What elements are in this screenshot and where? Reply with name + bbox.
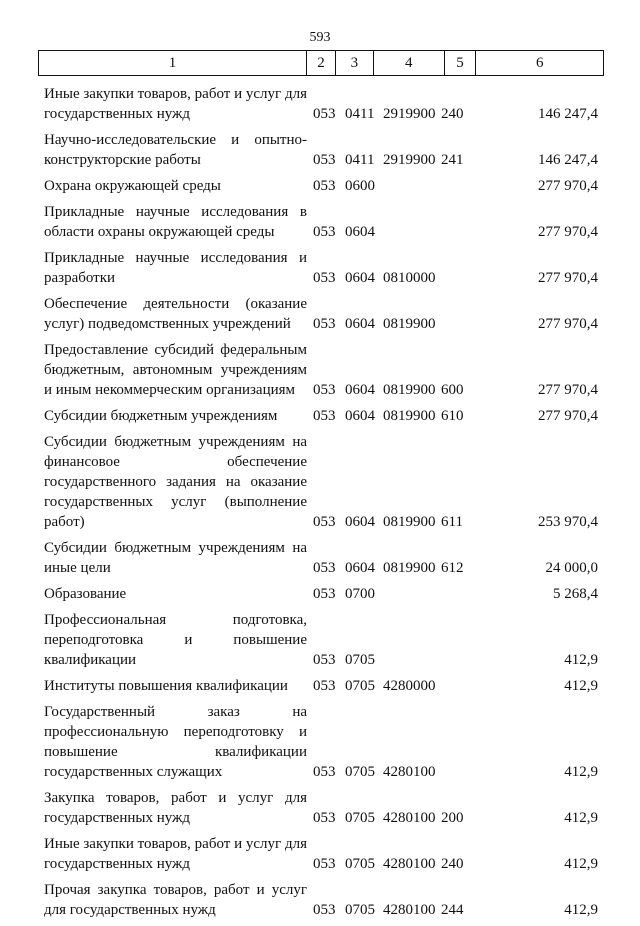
code-col-2: 053 — [313, 810, 336, 826]
budget-table-body — [44, 84, 598, 926]
row-description: Субсидии бюджетным учреждениям — [44, 408, 278, 424]
code-col-3: 0705 — [345, 902, 375, 918]
code-col-5: 611 — [441, 514, 463, 530]
amount-col-6: 277 970,4 — [538, 178, 598, 194]
code-col-3: 0705 — [345, 678, 375, 694]
table-row — [44, 834, 598, 874]
code-col-4: 0819900 — [383, 560, 436, 576]
code-col-3: 0604 — [345, 224, 375, 240]
amount-col-6: 24 000,0 — [545, 560, 598, 576]
code-col-2: 053 — [313, 678, 336, 694]
code-col-4: 4280000 — [383, 678, 436, 694]
code-col-3: 0700 — [345, 586, 375, 602]
table-row — [44, 676, 598, 696]
amount-col-6: 277 970,4 — [538, 408, 598, 424]
code-col-2: 053 — [313, 652, 336, 668]
header-col-3: 3 — [335, 51, 373, 75]
table-row — [44, 406, 598, 426]
code-col-3: 0411 — [345, 106, 375, 122]
table-row — [44, 610, 598, 670]
row-description: Государственный заказ на профессиональную переподготовку и повышение квалификации государственных служащих — [44, 704, 307, 780]
code-col-5: 600 — [441, 382, 464, 398]
table-row — [44, 340, 598, 400]
row-description: Прикладные научные исследования и разработки — [44, 250, 307, 286]
table-row — [44, 84, 598, 124]
page-number: 593 — [309, 30, 331, 45]
header-col-2: 2 — [306, 51, 335, 75]
code-col-5: 612 — [441, 560, 464, 576]
amount-col-6: 412,9 — [564, 652, 598, 668]
amount-col-6: 277 970,4 — [538, 382, 598, 398]
code-col-2: 053 — [313, 270, 336, 286]
code-col-2: 053 — [313, 408, 336, 424]
amount-col-6: 412,9 — [564, 810, 598, 826]
code-col-2: 053 — [313, 152, 336, 168]
table-header — [38, 50, 604, 76]
header-col-4: 4 — [373, 51, 444, 75]
code-col-2: 053 — [313, 856, 336, 872]
row-description: Иные закупки товаров, работ и услуг для государственных нужд — [44, 86, 307, 122]
amount-col-6: 253 970,4 — [538, 514, 598, 530]
amount-col-6: 412,9 — [564, 764, 598, 780]
amount-col-6: 146 247,4 — [538, 152, 598, 168]
code-col-3: 0705 — [345, 810, 375, 826]
amount-col-6: 146 247,4 — [538, 106, 598, 122]
code-col-5: 610 — [441, 408, 464, 424]
code-col-3: 0705 — [345, 764, 375, 780]
row-description: Прикладные научные исследования в области охраны окружающей среды — [44, 204, 307, 240]
table-row — [44, 584, 598, 604]
code-col-3: 0600 — [345, 178, 375, 194]
code-col-4: 2919900 — [383, 106, 436, 122]
table-row — [44, 432, 598, 532]
row-description: Институты повышения квалификации — [44, 678, 288, 694]
table-row — [44, 130, 598, 170]
table-row — [44, 176, 598, 196]
code-col-3: 0604 — [345, 270, 375, 286]
row-description: Субсидии бюджетным учреждениям на финансовое обеспечение государственного задания на оказание государственных услуг (выполнение работ) — [44, 434, 307, 530]
row-description: Профессиональная подготовка, переподготовка и повышение квалификации — [44, 612, 307, 668]
row-description: Обеспечение деятельности (оказание услуг) подведомственных учреждений — [44, 296, 307, 332]
table-row — [44, 788, 598, 828]
table-row — [44, 248, 598, 288]
code-col-2: 053 — [313, 560, 336, 576]
amount-col-6: 277 970,4 — [538, 316, 598, 332]
amount-col-6: 5 268,4 — [553, 586, 598, 602]
code-col-5: 240 — [441, 856, 464, 872]
header-col-5: 5 — [444, 51, 476, 75]
amount-col-6: 277 970,4 — [538, 224, 598, 240]
row-description: Охрана окружающей среды — [44, 178, 221, 194]
amount-col-6: 277 970,4 — [538, 270, 598, 286]
code-col-5: 240 — [441, 106, 464, 122]
code-col-2: 053 — [313, 316, 336, 332]
code-col-2: 053 — [313, 514, 336, 530]
code-col-3: 0705 — [345, 856, 375, 872]
row-description: Закупка товаров, работ и услуг для государственных нужд — [44, 790, 307, 826]
amount-col-6: 412,9 — [564, 856, 598, 872]
code-col-4: 4280100 — [383, 902, 436, 918]
row-description: Прочая закупка товаров, работ и услуг для государственных нужд — [44, 882, 307, 918]
code-col-3: 0705 — [345, 652, 375, 668]
code-col-3: 0604 — [345, 514, 375, 530]
code-col-4: 0819900 — [383, 382, 436, 398]
code-col-3: 0604 — [345, 382, 375, 398]
code-col-2: 053 — [313, 586, 336, 602]
code-col-2: 053 — [313, 106, 336, 122]
header-col-6: 6 — [475, 51, 603, 75]
code-col-4: 4280100 — [383, 764, 436, 780]
code-col-4: 0819900 — [383, 514, 436, 530]
code-col-3: 0604 — [345, 408, 375, 424]
table-row — [44, 538, 598, 578]
row-description: Образование — [44, 586, 127, 602]
code-col-3: 0411 — [345, 152, 375, 168]
code-col-4: 0819900 — [383, 408, 436, 424]
code-col-2: 053 — [313, 224, 336, 240]
code-col-4: 4280100 — [383, 810, 436, 826]
header-col-1: 1 — [168, 54, 177, 71]
code-col-2: 053 — [313, 178, 336, 194]
code-col-5: 244 — [441, 902, 464, 918]
code-col-5: 241 — [441, 152, 464, 168]
table-row — [44, 294, 598, 334]
table-row — [44, 702, 598, 782]
table-row — [44, 202, 598, 242]
table-row — [44, 880, 598, 920]
row-description: Субсидии бюджетным учреждениям на иные цели — [44, 540, 307, 576]
code-col-4: 4280100 — [383, 856, 436, 872]
amount-col-6: 412,9 — [564, 902, 598, 918]
code-col-4: 0810000 — [383, 270, 436, 286]
code-col-2: 053 — [313, 764, 336, 780]
code-col-2: 053 — [313, 382, 336, 398]
row-description: Научно-исследовательские и опытно-конструкторские работы — [44, 132, 307, 168]
amount-col-6: 412,9 — [564, 678, 598, 694]
code-col-3: 0604 — [345, 316, 375, 332]
code-col-3: 0604 — [345, 560, 375, 576]
row-description: Предоставление субсидий федеральным бюджетным, автономным учреждениям и иным некоммерческим организациям — [44, 342, 307, 398]
row-description: Иные закупки товаров, работ и услуг для государственных нужд — [44, 836, 307, 872]
code-col-2: 053 — [313, 902, 336, 918]
code-col-5: 200 — [441, 810, 464, 826]
code-col-4: 2919900 — [383, 152, 436, 168]
code-col-4: 0819900 — [383, 316, 436, 332]
